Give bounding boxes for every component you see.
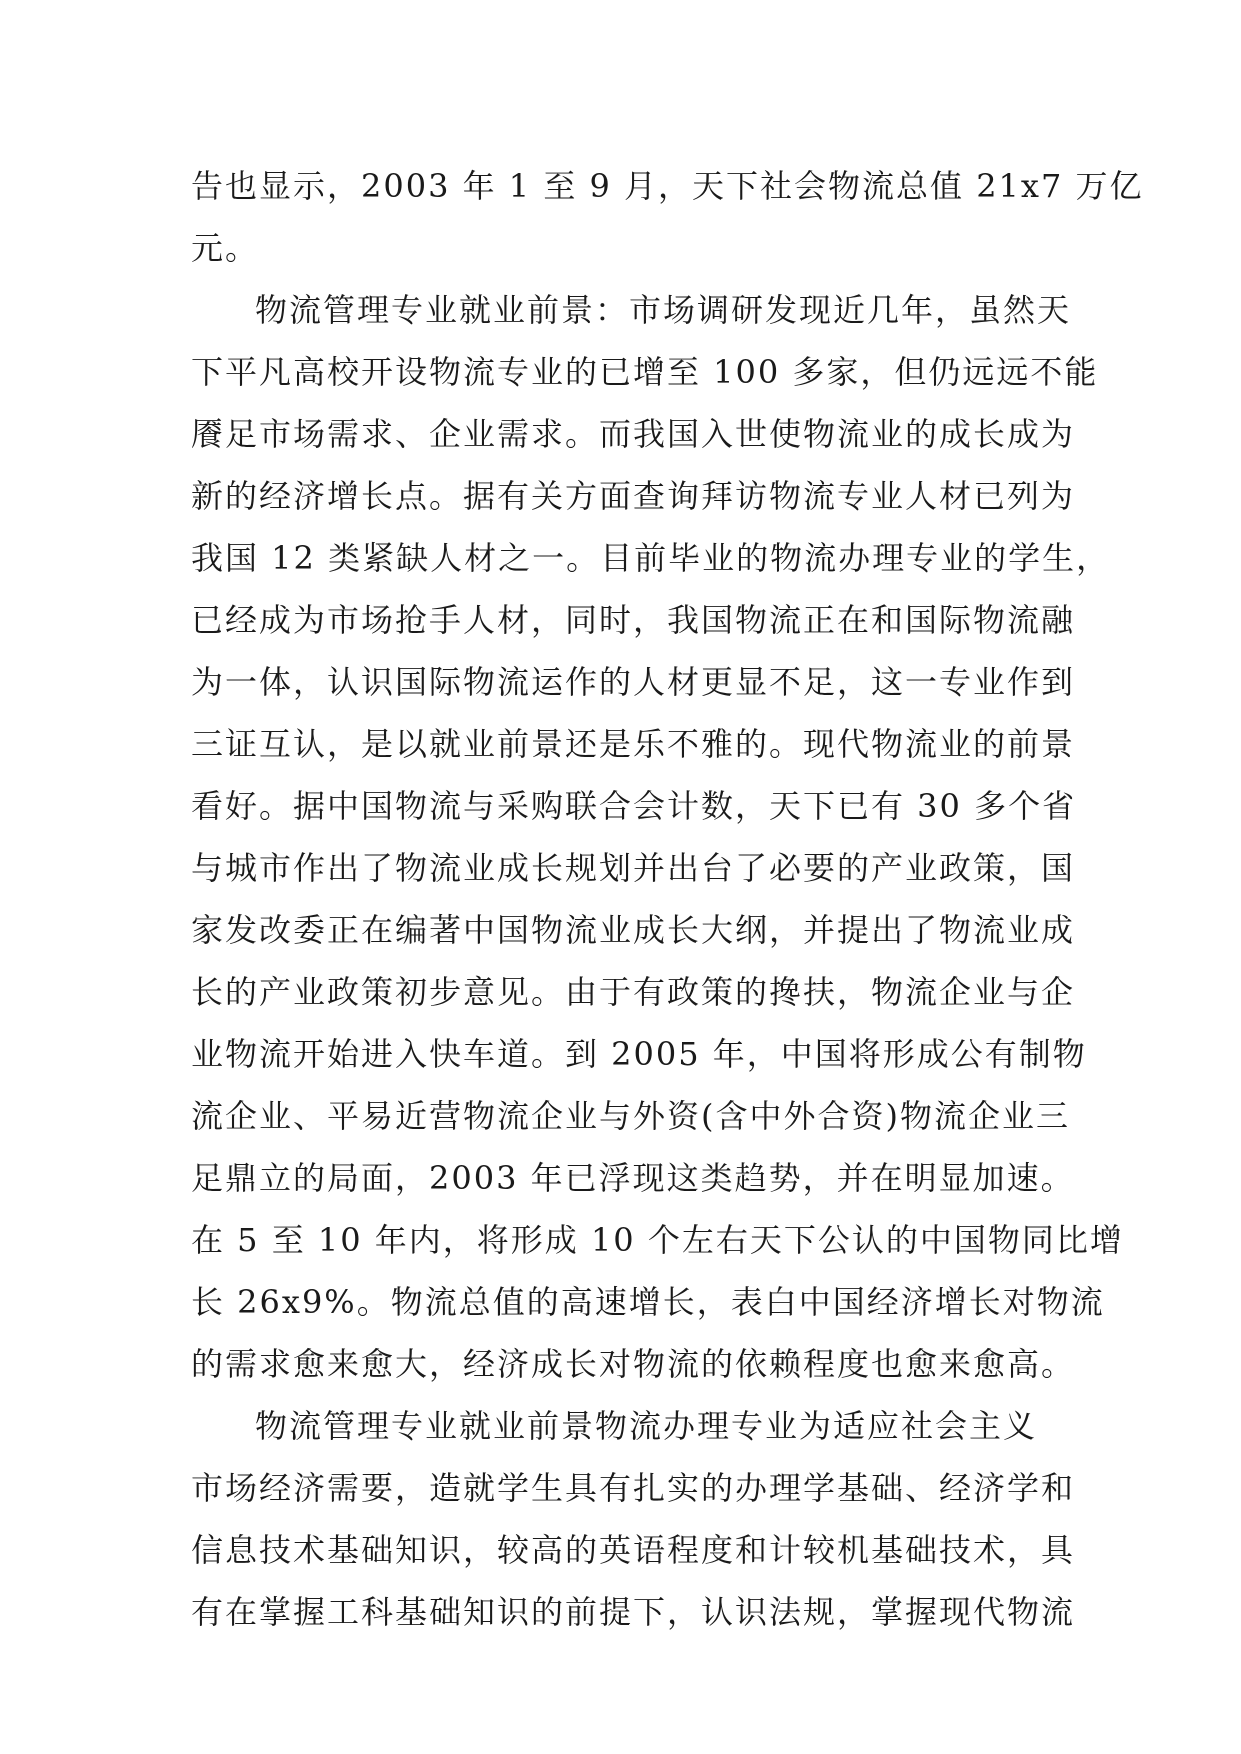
text-line: 餍足市场需求、企业需求。而我国入世使物流业的成长成为 [191,415,1076,453]
text-line: 与城市作出了物流业成长规划并出台了必要的产业政策，国 [191,849,1076,887]
text-line: 为一体，认识国际物流运作的人材更显不足，这一专业作到 [191,663,1076,701]
text-line: 告也显示，2003 年 1 至 9 月，天下社会物流总值 21x7 万亿 [191,167,1144,205]
text-line: 家发改委正在编著中国物流业成长大纲，并提出了物流业成 [191,911,1076,949]
text-line: 三证互认，是以就业前景还是乐不雅的。现代物流业的前景 [191,725,1076,763]
text-line: 流企业、平易近营物流企业与外资(含中外合资)物流企业三 [191,1097,1070,1135]
text-line: 看好。据中国物流与采购联合会计数，天下已有 30 多个省 [191,787,1077,825]
text-line: 已经成为市场抢手人材，同时，我国物流正在和国际物流融 [191,601,1076,639]
text-line: 市场经济需要，造就学生具有扎实的办理学基础、经济学和 [191,1469,1076,1507]
text-line: 长 26x9%。物流总值的高速增长，表白中国经济增长对物流 [191,1283,1105,1321]
text-line: 新的经济增长点。据有关方面查询拜访物流专业人材已列为 [191,477,1076,515]
paragraph-first-line: 物流管理专业就业前景：市场调研发现近几年，虽然天 [255,291,1072,329]
text-line: 元。 [191,229,260,267]
text-line: 长的产业政策初步意见。由于有政策的搀扶，物流企业与企 [191,973,1076,1011]
text-line: 下平凡高校开设物流专业的已增至 100 多家，但仍远远不能 [191,353,1099,391]
text-line: 在 5 至 10 年内，将形成 10 个左右天下公认的中国物同比增 [191,1221,1124,1259]
text-line: 我国 12 类紧缺人材之一。目前毕业的物流办理专业的学生， [191,539,1111,577]
text-line: 的需求愈来愈大，经济成长对物流的依赖程度也愈来愈高。 [191,1345,1076,1383]
text-line: 足鼎立的局面，2003 年已浮现这类趋势，并在明显加速。 [191,1159,1075,1197]
text-line: 业物流开始进入快车道。到 2005 年，中国将形成公有制物 [191,1035,1087,1073]
paragraph-first-line: 物流管理专业就业前景物流办理专业为适应社会主义 [255,1407,1038,1445]
text-line: 有在掌握工科基础知识的前提下，认识法规，掌握现代物流 [191,1593,1076,1631]
text-line: 信息技术基础知识，较高的英语程度和计较机基础技术，具 [191,1531,1076,1569]
